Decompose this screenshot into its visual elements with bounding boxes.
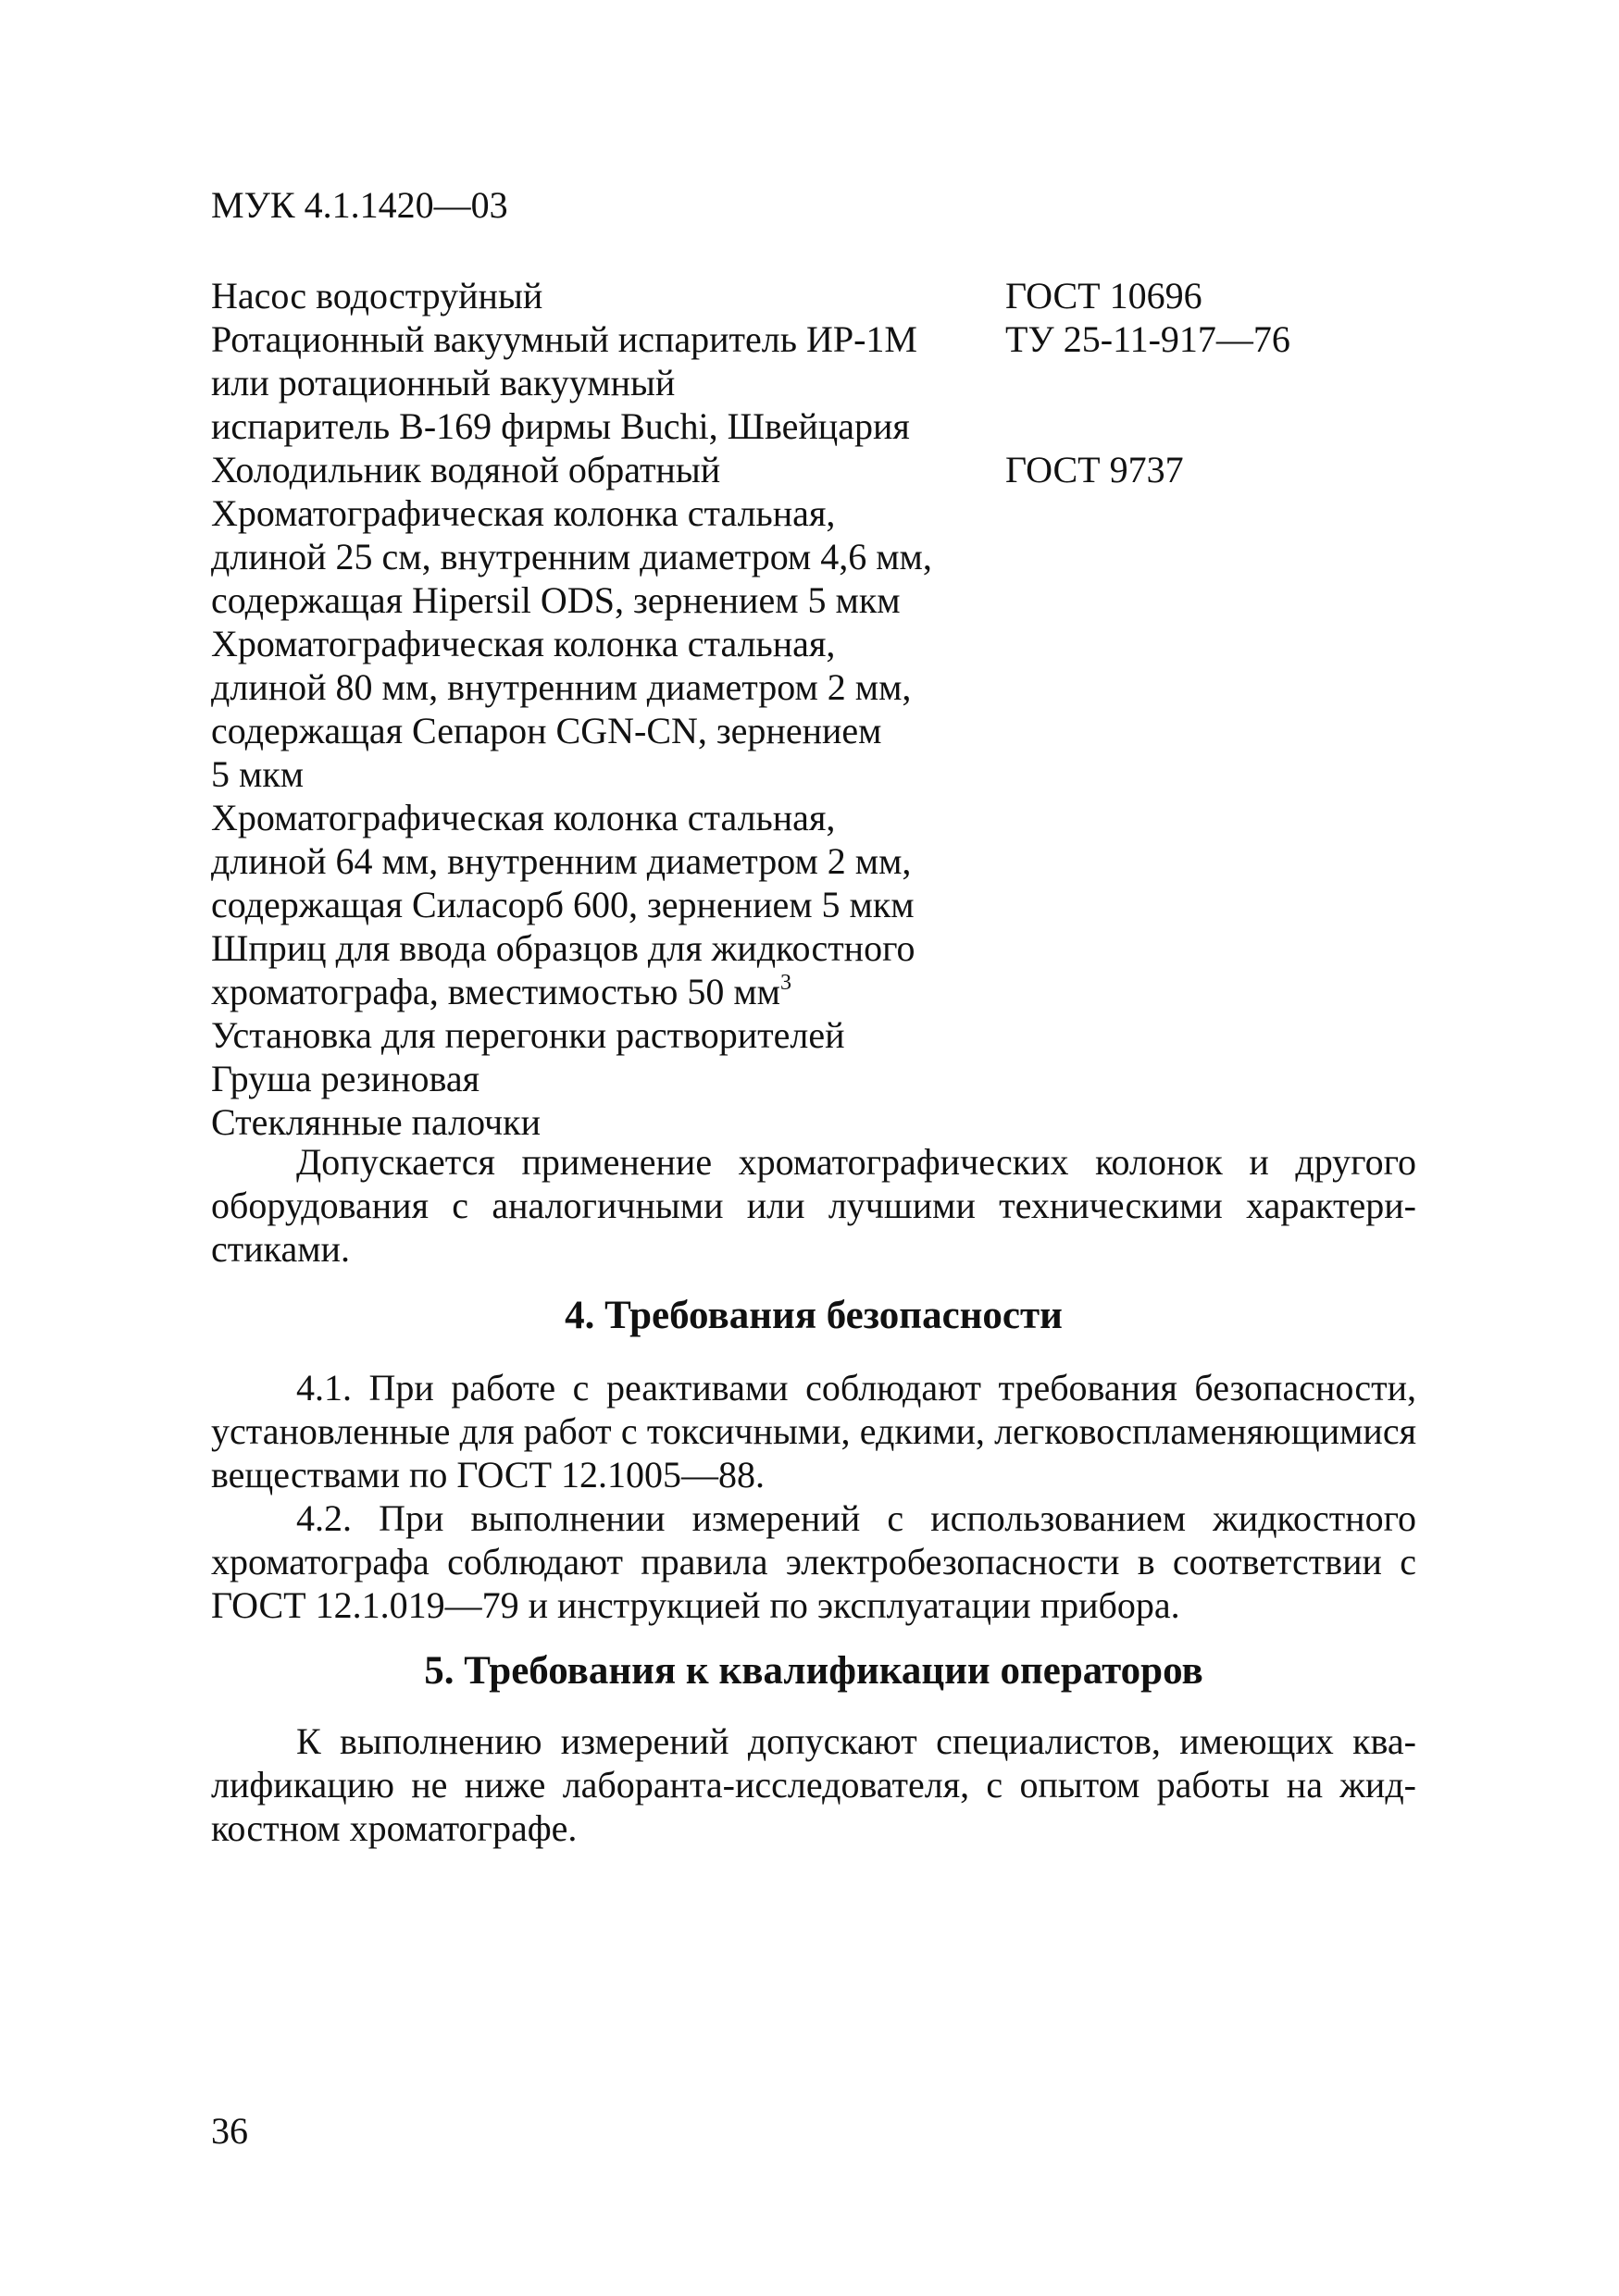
- equipment-row: [211, 274, 1433, 317]
- equipment-row: [211, 448, 1433, 491]
- equipment-name: Насос водоструйный: [211, 275, 543, 316]
- equipment-name: содержащая Hipersil ODS, зернением 5 мкм: [211, 579, 901, 621]
- equipment-name: Ротационный вакуумный испаритель ИР-1М: [211, 318, 917, 360]
- equipment-standard: ГОСТ 9737: [1005, 449, 1184, 490]
- paragraph: 4.1. При работе с реактивами соблюдают требования безопасности, установленные для работ с токсичными, едкими, легковоспламеняющимися веществами по ГОСТ 12.1005—88.: [211, 1367, 1416, 1496]
- equipment-name: длиной 64 мм, внутренним диаметром 2 мм,: [211, 840, 912, 882]
- equipment-row: [211, 1100, 1433, 1144]
- equipment-note: [211, 1140, 1416, 1271]
- page-number: 36: [211, 2110, 248, 2152]
- equipment-name: длиной 25 см, внутренним диаметром 4,6 мм,: [211, 536, 932, 577]
- equipment-row: [211, 1013, 1433, 1057]
- equipment-name: длиной 80 мм, внутренним диаметром 2 мм,: [211, 666, 912, 708]
- paragraph: К выполнению измерений допускают специалистов, имеющих квалификацию не ниже лаборанта-исследователя, с опытом работы на жидкостном хроматографе.: [211, 1720, 1416, 1849]
- equipment-name: Холодильник водяной обратный: [211, 449, 721, 490]
- paragraph: Допускается применение хроматографических колонок и другого оборудования с аналогичными или лучшими техническими характеристиками.: [211, 1141, 1416, 1270]
- equipment-name: Хроматографическая колонка стальная,: [211, 797, 836, 838]
- equipment-row: [211, 622, 1433, 796]
- equipment-name: содержащая Силасорб 600, зернением 5 мкм: [211, 884, 915, 925]
- equipment-name: хроматографа, вместимостью 50 мм: [211, 971, 780, 1012]
- equipment-row: [211, 796, 1433, 926]
- equipment-standard: ТУ 25-11-917—76: [1005, 318, 1290, 360]
- equipment-name: Установка для перегонки растворителей: [211, 1014, 845, 1056]
- page-header-doc-code: МУК 4.1.1420—03: [211, 184, 508, 226]
- equipment-row: [211, 491, 1433, 622]
- section-body: [211, 1719, 1416, 1850]
- section-heading: 4. Требования безопасности: [565, 1294, 1063, 1337]
- equipment-name: Хроматографическая колонка стальная,: [211, 623, 836, 664]
- paragraph: 4.2. При выполнении измерений с использованием жидкостного хроматографа соблюдают правила электробезопасности в соответствии с ГОСТ 12.1.019—79 и инструкцией по эксплуатации прибора.: [211, 1497, 1416, 1626]
- equipment-name: Хроматографическая колонка стальная,: [211, 492, 836, 534]
- equipment-name: Шприц для ввода образцов для жидкостного: [211, 927, 915, 969]
- equipment-row: [211, 1057, 1433, 1100]
- equipment-name: содержащая Сепарон CGN-CN, зернением: [211, 710, 882, 751]
- equipment-name: испаритель В-169 фирмы Buchi, Швейцария: [211, 405, 910, 447]
- equipment-name: Стеклянные палочки: [211, 1101, 542, 1143]
- equipment-list: [211, 274, 1433, 1144]
- equipment-row: [211, 926, 1433, 1013]
- section-body: [211, 1366, 1416, 1627]
- section-heading: 5. Требования к квалификации операторов: [424, 1649, 1203, 1693]
- equipment-name: 5 мкм: [211, 753, 305, 795]
- equipment-standard: ГОСТ 10696: [1005, 275, 1202, 316]
- unit-superscript: 3: [779, 971, 791, 995]
- equipment-row: [211, 317, 1433, 448]
- equipment-name: или ротационный вакуумный: [211, 362, 676, 403]
- equipment-name: Груша резиновая: [211, 1058, 479, 1099]
